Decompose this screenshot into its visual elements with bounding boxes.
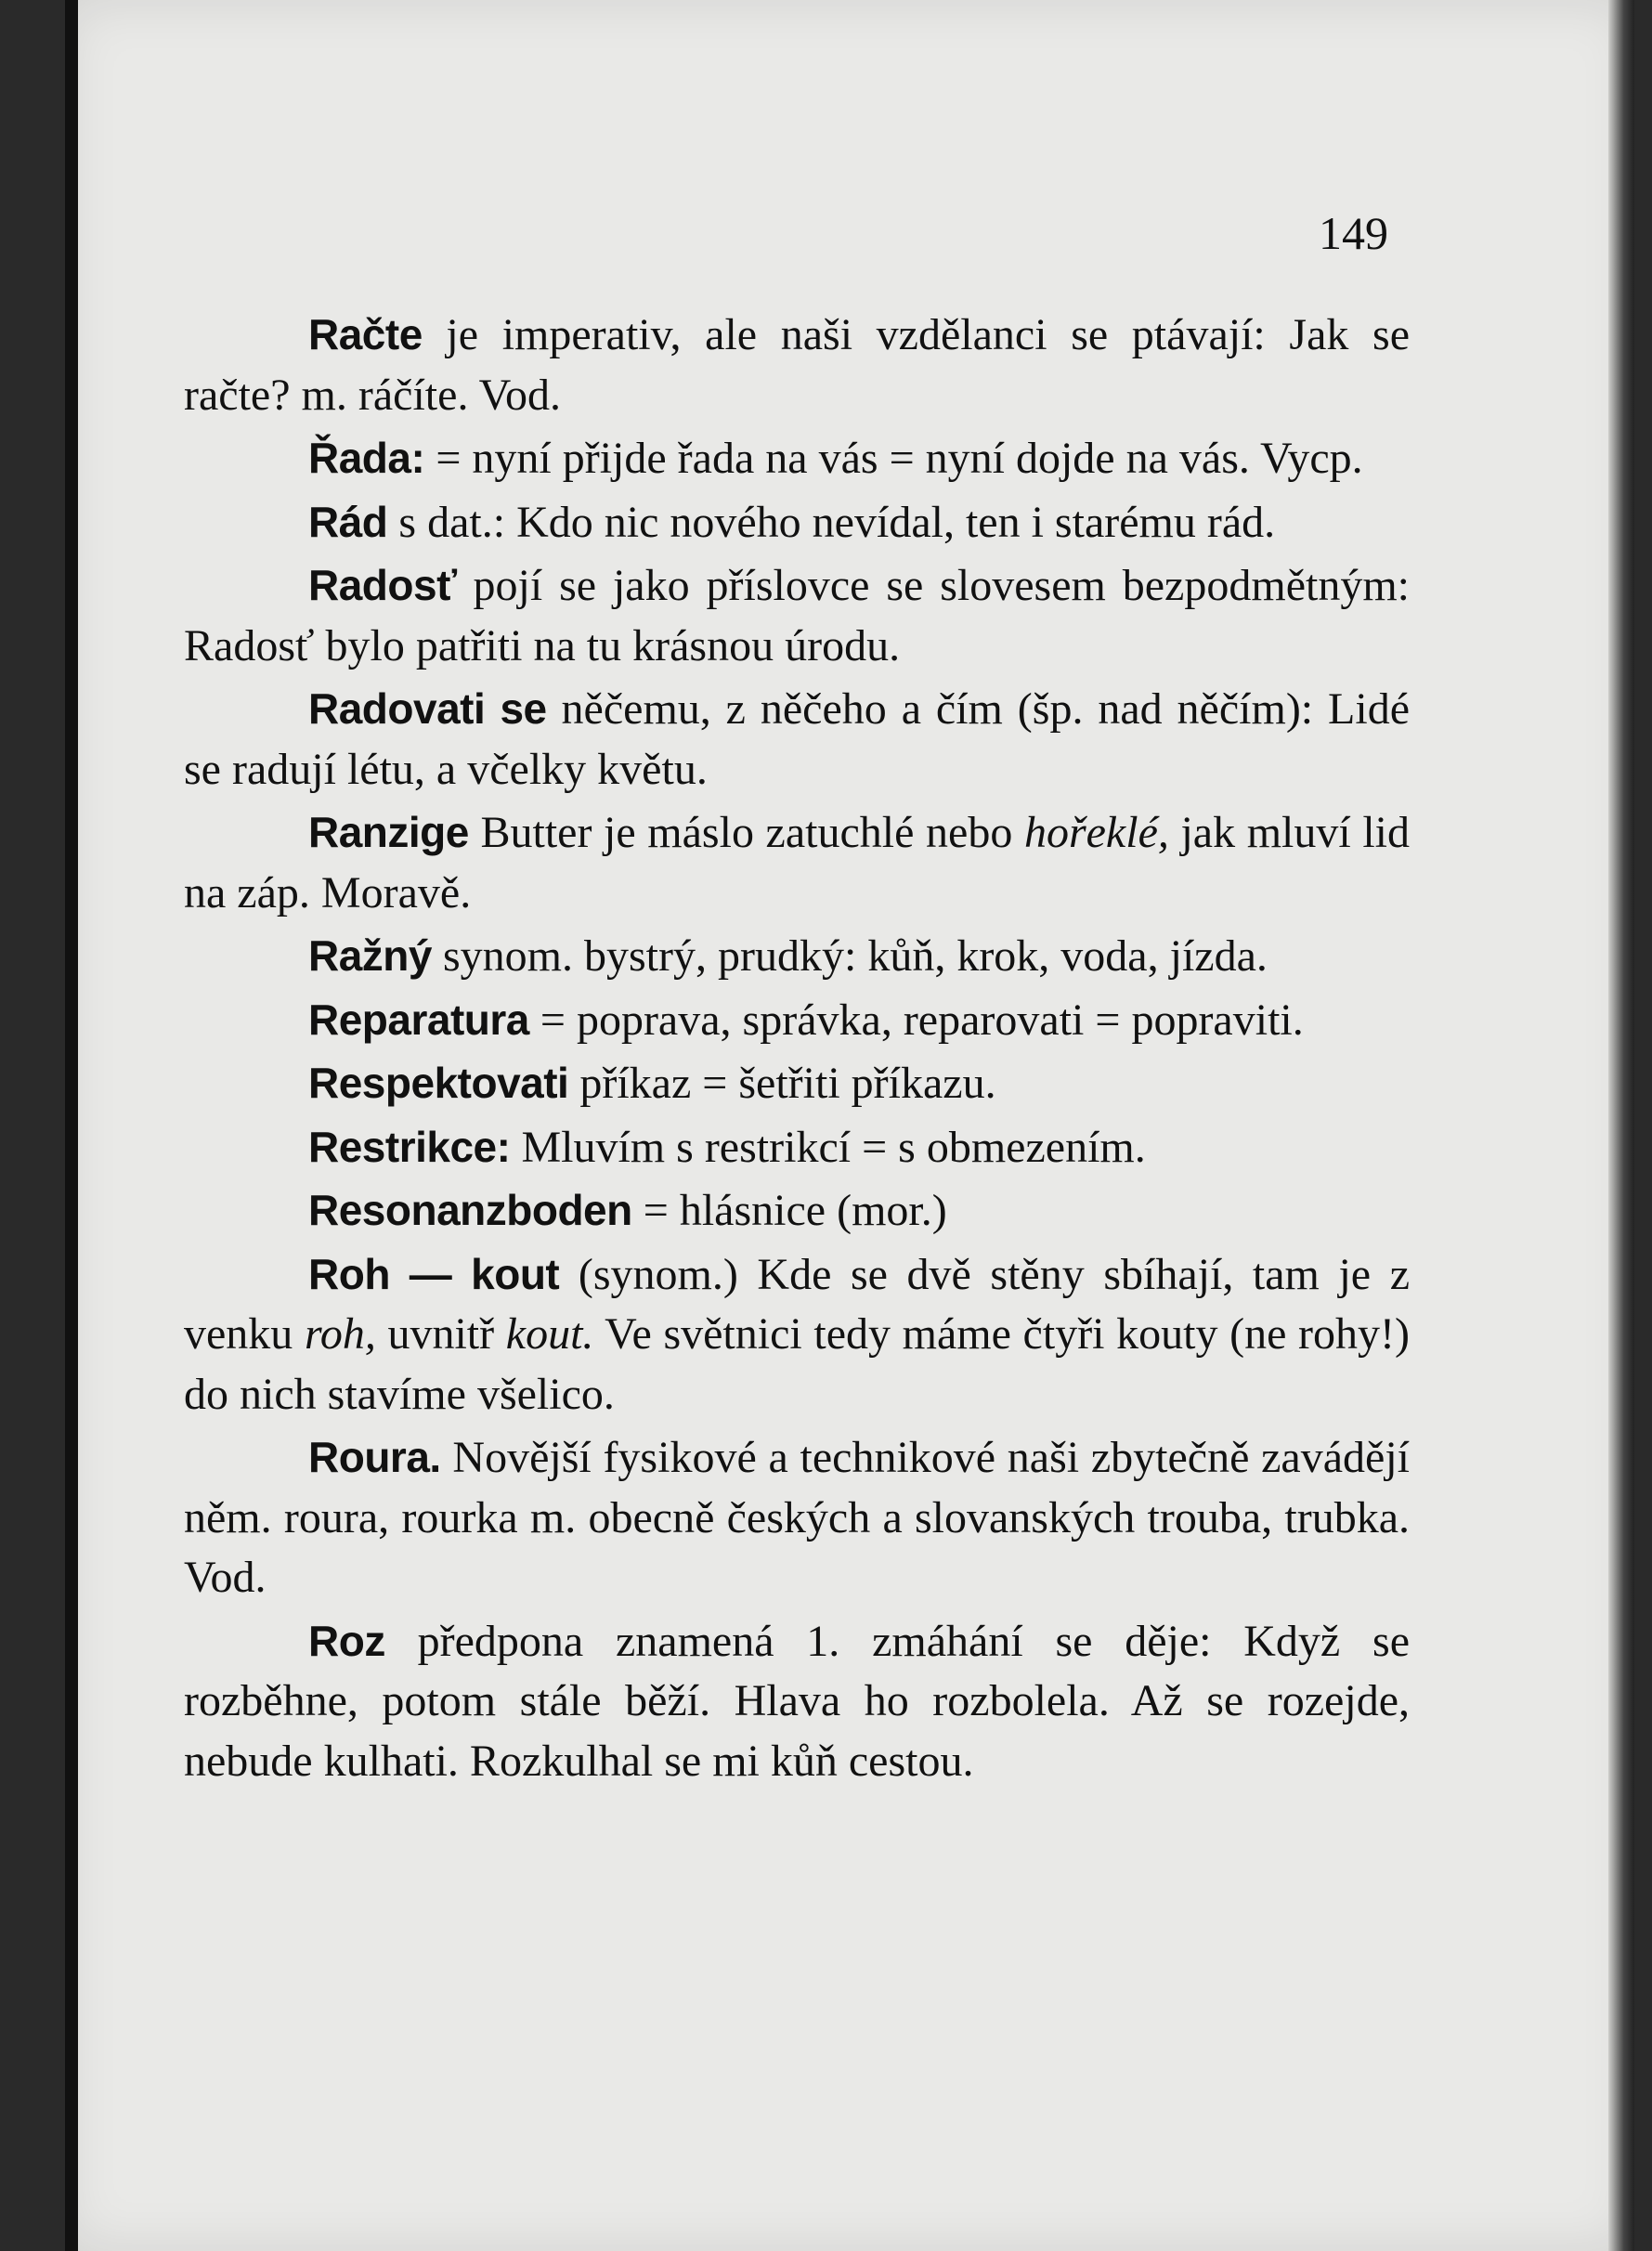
headword: Ranzige [308, 808, 469, 856]
entry-radost [184, 555, 1410, 676]
entry-text: Ve světnici tedy máme čtyři kouty (ne rohy!) do nich stavíme všelico. [184, 1309, 1410, 1419]
entry-text: s dat.: Kdo nic nového nevídal, ten i starému rád. [387, 497, 1276, 547]
page-right-edge [1608, 0, 1634, 2251]
entry-text: = hlásnice (mor.) [631, 1186, 947, 1235]
entry-text: Novější fysikové a technikové naši zbytečně zavádějí něm. roura, rourka m. obecně českých a slovanských trouba, trubka. Vod. [184, 1433, 1410, 1602]
entry-text: uvnitř [375, 1309, 506, 1359]
entry-italic-text: kout. [505, 1309, 594, 1359]
entry-text: (synom.) Kde se dvě stěny sbíhají, tam je z venku [184, 1249, 1410, 1359]
entry-razny [184, 926, 1410, 987]
entry-text: předpona znamená 1. zmáhání se děje: Když se rozběhne, potom stále běží. Hlava ho rozbolela. Až se rozejde, nebude kulhati. Rozkulhal se mi kůň cestou. [184, 1616, 1410, 1786]
headword: Radovati se [308, 684, 547, 733]
entry-text: je imperativ, ale naši vzdělanci se ptávají: Jak se račte? m. ráčíte. Vod. [184, 310, 1410, 420]
entry-italic-text: hořeklé, [1023, 808, 1169, 857]
entry-text: Butter je máslo zatuchlé nebo [468, 808, 1024, 857]
entry-rad [184, 492, 1410, 553]
entry-text: = poprava, správka, reparovati = popraviti. [528, 995, 1304, 1045]
headword: Reparatura [308, 995, 529, 1044]
headword: Řada: [308, 434, 425, 482]
headword: Roh — kout [308, 1249, 560, 1298]
headword: Račte [308, 310, 423, 358]
entry-restrikce [184, 1117, 1410, 1178]
entry-roh-kout [184, 1244, 1410, 1425]
entry-racte [184, 305, 1410, 425]
entry-roura [184, 1427, 1410, 1608]
entry-reparatura [184, 990, 1410, 1051]
headword: Roz [308, 1616, 385, 1665]
entry-text: = nyní přijde řada na vás = nyní dojde na vás. Vycp. [424, 434, 1363, 483]
entry-ranzige [184, 802, 1410, 923]
entry-resonanzboden [184, 1180, 1410, 1242]
dictionary-text [184, 305, 1410, 1791]
headword: Resonanzboden [308, 1186, 632, 1234]
entry-roz [184, 1611, 1410, 1792]
headword: Radosť [308, 561, 457, 609]
page-left-edge [65, 0, 78, 2251]
page-number: 149 [1319, 207, 1388, 259]
entry-text: Mluvím s restrikcí = s obmezením. [510, 1122, 1146, 1172]
entry-text: příkaz = šetřiti příkazu. [568, 1059, 996, 1108]
entry-radovati-se [184, 679, 1410, 800]
entry-italic-text: roh, [304, 1309, 376, 1359]
entry-text: něčemu, z něčeho a čím (šp. nad něčím): Lidé se radují létu, a včelky květu. [184, 684, 1411, 794]
entry-respektovati [184, 1053, 1410, 1114]
entry-text: jak mluví lid na záp. Moravě. [184, 808, 1410, 917]
headword: Respektovati [308, 1059, 569, 1107]
headword: Roura. [308, 1433, 441, 1481]
entry-text: synom. bystrý, prudký: kůň, krok, voda, jízda. [431, 931, 1268, 981]
headword: Ražný [308, 931, 432, 980]
headword: Rád [308, 497, 388, 546]
entry-text: pojí se jako příslovce se slovesem bezpodmětným: Radosť bylo patřiti na tu krásnou úrodu. [184, 561, 1410, 670]
headword: Restrikce: [308, 1122, 511, 1171]
entry-rada [184, 428, 1410, 489]
